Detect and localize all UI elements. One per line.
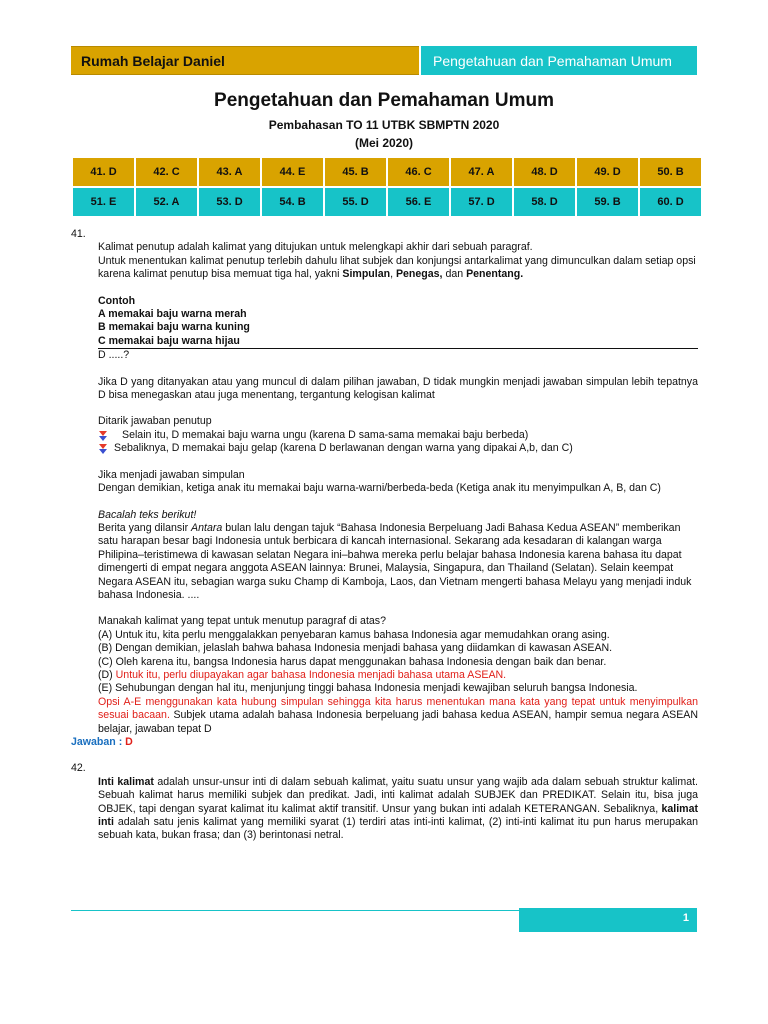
passage-text: bulan lalu dengan tajuk “Bahasa Indonesia Berpeluang Jadi Bahasa Kedua ASEAN” memberikan satu harapan besar bagi Indonesia untuk berbicara di kancah internasional. Sekarang ada kesadaran di kalangan warga Philipina–teristimewa di kawasan selatan Negara ini–bahwa mereka perlu belajar bahasa Indonesia karena bahasa itu dapat dimengerti di empat negara anggota ASEAN lainnya: Brunei, Malaysia, Singapura, dan Thailand (Selatan). Selain keempat Negara ASEAN itu, sebagian warga suku Champ di Kamboja, Laos, dan Vietnam mengerti bahasa Melayu yang menjadi induk bahasa Indonesia. .... xyxy=(98,521,692,601)
answer-key-cell: 60. D xyxy=(640,188,701,216)
option-d xyxy=(98,669,698,682)
question-42-block xyxy=(71,776,698,843)
document-date: (Mei 2020) xyxy=(354,136,414,150)
answer-value: D xyxy=(125,736,133,748)
example-line: A memakai baju warna merah xyxy=(98,308,247,321)
conjunction: dan xyxy=(442,268,467,281)
answer-key-cell: 43. A xyxy=(199,158,260,186)
separator: , xyxy=(390,268,396,281)
option-a: (A) Untuk itu, kita perlu menggalakkan penyebaran kamus bahasa Indonesia agar memudahkan orang asing. xyxy=(98,628,610,641)
answer-key-cell: 41. D xyxy=(73,158,134,186)
arrow-bullet-icon xyxy=(98,431,108,441)
simpulan-heading: Jika menjadi jawaban simpulan xyxy=(98,468,245,481)
answer-key-cell: 48. D xyxy=(514,158,575,186)
option-e: (E) Sehubungan dengan hal itu, menjunjung tinggi bahasa Indonesia menjadi kewajiban seluruh bangsa Indonesia. xyxy=(98,682,638,695)
example-line: B memakai baju warna kuning xyxy=(98,321,250,334)
intro-text: Untuk menentukan kalimat penutup terlebih dahulu lihat subjek dan konjungsi antarkalimat yang dimunculkan dalam setiap opsi karena kalimat penutup bisa memuat tiga hal, yakni xyxy=(98,254,696,281)
answer-key-cell: 52. A xyxy=(136,188,197,216)
answer-key-cell: 50. B xyxy=(640,158,701,186)
answer-key-cell: 59. B xyxy=(577,188,638,216)
intro-paragraph xyxy=(98,255,698,282)
answer-key-cell: 53. D xyxy=(199,188,260,216)
answer-key-cell: 47. A xyxy=(451,158,512,186)
arrow-bullet-icon xyxy=(98,444,108,454)
example-line: D .....? xyxy=(98,349,130,362)
brand-label: Rumah Belajar Daniel xyxy=(71,46,419,75)
reading-instruction: Bacalah teks berikut! xyxy=(98,508,197,521)
term-penentang: Penentang. xyxy=(466,268,524,281)
answer-key-cell: 44. E xyxy=(262,158,323,186)
note-text: Subjek utama adalah bahasa Indonesia berpeluang jadi bahasa kedua ASEAN, hampir semua negara ASEAN belajar, jawaban tepat D xyxy=(98,709,698,735)
answer-key-table xyxy=(71,156,703,218)
discussion-note xyxy=(98,696,698,736)
option-c: (C) Oleh karena itu, bangsa Indonesia harus dapat menggunakan bahasa Indonesia dengan baik dan benar. xyxy=(98,655,607,668)
document-title: Pengetahuan dan Pemahaman Umum xyxy=(214,90,554,111)
answer-key-cell: 49. D xyxy=(577,158,638,186)
bullet-text: Sebaliknya, D memakai baju gelap (karena D berlawanan dengan warna yang dipakai A,b, dan C) xyxy=(114,442,573,455)
answer-key-cell: 45. B xyxy=(325,158,386,186)
bullet-item xyxy=(98,429,698,442)
note-highlight: Opsi A-E menggunakan kata hubung simpulan sehingga kita harus menentukan mana kata yang tepat untuk menyimpulkan sesuai bacaan. xyxy=(98,695,698,722)
term-kalimat-inti: kalimat inti xyxy=(98,802,698,829)
question-41-block-2 xyxy=(71,349,698,736)
term-simpulan: Simpulan xyxy=(342,268,391,281)
answer-key-cell: 56. E xyxy=(388,188,449,216)
reading-passage xyxy=(98,522,698,602)
answer-key-row xyxy=(73,188,701,216)
document-body xyxy=(71,228,698,843)
definition-paragraph xyxy=(98,776,698,843)
option-b: (B) Dengan demikian, jelaslah bahwa bahasa Indonesia menjadi bahasa yang diidamkan di kawasan ASEAN. xyxy=(98,642,613,655)
option-label: (D) xyxy=(98,668,116,681)
question-number: 42. xyxy=(71,762,86,775)
example-line: C memakai baju warna hijau xyxy=(98,334,240,347)
simpulan-text: Dengan demikian, ketiga anak itu memakai baju warna-warni/berbeda-beda (Ketiga anak itu menyimpulkan A, B, dan C) xyxy=(98,482,661,495)
document-subtitle: Pembahasan TO 11 UTBK SBMPTN 2020 xyxy=(268,118,500,132)
answer-key-cell: 42. C xyxy=(136,158,197,186)
answer-key-cell: 55. D xyxy=(325,188,386,216)
answer-key-cell: 46. C xyxy=(388,158,449,186)
page-number: 1 xyxy=(519,908,697,932)
term-inti-kalimat: Inti kalimat xyxy=(98,775,154,788)
conclusion-heading: Ditarik jawaban penutup xyxy=(98,415,212,428)
definition-text: Sebaliknya, xyxy=(600,802,662,815)
bullet-item xyxy=(98,442,698,455)
term-penegas: Penegas, xyxy=(395,268,443,281)
bullet-text: Selain itu, D memakai baju warna ungu (karena D sama-sama memakai baju berbeda) xyxy=(122,428,529,441)
definition-text: adalah satu jenis kalimat yang memiliki syarat (1) terdiri atas inti-inti kalimat, (2) inti-inti kalimat itu pun harus merupakan sebuah kata, bukan frasa; dan (3) berintonasi netral. xyxy=(98,816,698,842)
answer-key-cell: 54. B xyxy=(262,188,323,216)
answer-label: Jawaban : xyxy=(71,736,126,748)
question-41-block xyxy=(71,241,698,348)
page-header xyxy=(71,46,697,75)
passage-text: Berita yang dilansir xyxy=(98,521,192,534)
subject-label: Pengetahuan dan Pemahaman Umum xyxy=(419,46,697,75)
question-number: 41. xyxy=(71,228,86,240)
question-prompt: Manakah kalimat yang tepat untuk menutup paragraf di atas? xyxy=(98,615,386,628)
example-heading: Contoh xyxy=(98,294,136,307)
answer-key-cell: 51. E xyxy=(73,188,134,216)
answer-key-cell: 57. D xyxy=(451,188,512,216)
answer-key-row xyxy=(73,158,701,186)
explanation-paragraph: Jika D yang ditanyakan atau yang muncul di dalam pilihan jawaban, D tidak mungkin menjadi jawaban simpulan lebih tepatnya D bisa menegaskan atau juga menentang, tergantung kelogisan kalimat xyxy=(98,375,698,402)
option-text: Untuk itu, perlu diupayakan agar bahasa Indonesia menjadi bahasa utama ASEAN. xyxy=(115,668,507,681)
definition-text: adalah unsur-unsur inti di dalam sebuah kalimat, yaitu suatu unsur yang wajib ada dalam sebuah struktur kalimat. Sebuah kalimat harus memiliki subjek dan predikat. Jadi, inti kalimat adalah SUBJEK dan PREDIKAT. Selain itu, bisa juga OBJEK, tapi dengan syarat kalimat itu kalimat aktif transitif. Unsur yang bukan inti adalah KETERANGAN. xyxy=(98,775,698,815)
source-name: Antara xyxy=(191,521,223,534)
answer-line xyxy=(71,736,698,749)
intro-paragraph: Kalimat penutup adalah kalimat yang ditujukan untuk melengkapi akhir dari sebuah paragraf. xyxy=(98,241,533,254)
answer-key-cell: 58. D xyxy=(514,188,575,216)
